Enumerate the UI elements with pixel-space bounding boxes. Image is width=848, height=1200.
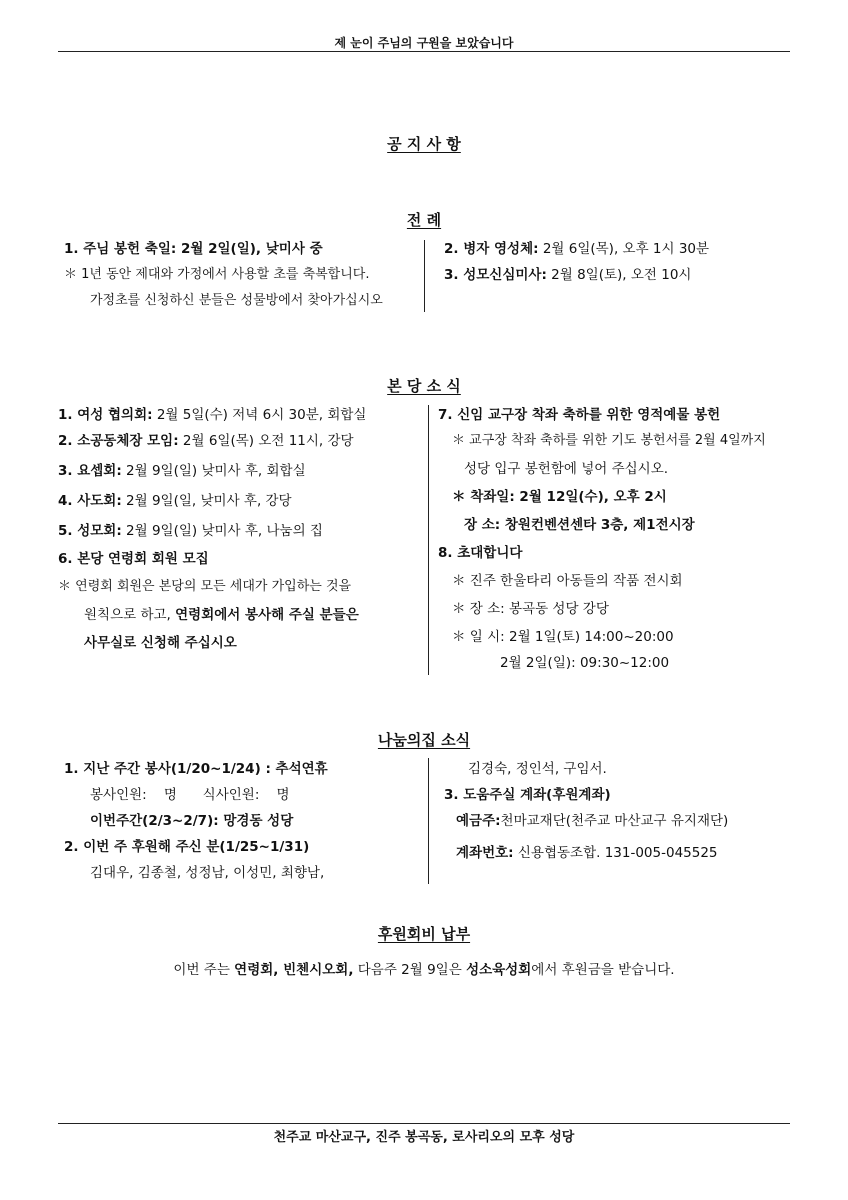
sharing-line-4: 2. 이번 주 후원해 주신 분(1/25~1/31) xyxy=(64,839,310,855)
liturgy-item-3: 3. 성모신심미사: 2월 8일(토), 오전 10시 xyxy=(444,267,692,283)
sharing-left xyxy=(64,756,328,886)
parish-item-8-note-2: ＊ 장 소: 봉곡동 성당 강당 xyxy=(452,601,609,617)
sharing-right xyxy=(444,756,728,866)
parish-item-3: 3. 요셉회: 2월 9일(일) 낮미사 후, 회합실 xyxy=(58,463,306,479)
parish-item-8-note-3: ＊ 일 시: 2월 1일(토) 14:00~20:00 xyxy=(452,629,674,645)
sharing-line-2: 봉사인원: 명 식사인원: 명 xyxy=(90,787,290,803)
parish-divider xyxy=(428,405,429,675)
parish-left xyxy=(58,402,366,656)
parish-right xyxy=(438,402,766,676)
liturgy-item-1: 1. 주님 봉헌 축일: 2월 2일(일), 낮미사 중 xyxy=(64,241,323,257)
liturgy-note-2: 가정초를 신청하신 분들은 성물방에서 찾아가십시오 xyxy=(90,293,383,308)
liturgy-note-1: ＊ 1년 동안 제대와 가정에서 사용할 초를 축복합니다. xyxy=(64,267,370,282)
parish-item-5: 5. 성모회: 2월 9일(일) 낮미사 후, 나눔의 집 xyxy=(58,523,323,539)
liturgy-right xyxy=(444,236,709,288)
sharing-r-4: 계좌번호: 신용협동조합. 131-005-045525 xyxy=(456,845,718,861)
header-rule xyxy=(58,51,790,52)
liturgy-left xyxy=(64,236,383,314)
sharing-r-3: 예금주:천마교재단(천주교 마산교구 유지재단) xyxy=(456,813,729,829)
parish-note-2: 원칙으로 하고, 연령회에서 봉사해 주실 분들은 xyxy=(84,607,359,623)
sharing-divider xyxy=(428,758,429,884)
liturgy-title: 전 례 xyxy=(406,211,442,229)
page-footer: 천주교 마산교구, 진주 봉곡동, 로사리오의 모후 성당 xyxy=(273,1130,575,1145)
parish-item-2: 2. 소공동체장 모임: 2월 6일(목) 오전 11시, 강당 xyxy=(58,433,354,449)
dues-text: 이번 주는 연령회, 빈첸시오회, 다음주 2월 9일은 성소육성회에서 후원금을 받습니다. xyxy=(173,962,675,978)
parish-note-3: 사무실로 신청해 주십시오 xyxy=(84,635,237,651)
parish-item-8: 8. 초대합니다 xyxy=(438,545,523,561)
page-title: 공 지 사 항 xyxy=(387,135,461,153)
sharing-line-1: 1. 지난 주간 봉사(1/20~1/24) : 추석연휴 xyxy=(64,761,328,777)
parish-note-1: ＊ 연령회 회원은 본당의 모든 세대가 가입하는 것을 xyxy=(58,579,352,594)
liturgy-item-2: 2. 병자 영성체: 2월 6일(목), 오후 1시 30분 xyxy=(444,241,710,257)
parish-item-7: 7. 신임 교구장 착좌 축하를 위한 영적예물 봉헌 xyxy=(438,407,721,423)
parish-item-7-note-2: 성당 입구 봉헌함에 넣어 주십시오. xyxy=(464,461,669,477)
liturgy-divider xyxy=(424,240,425,312)
sharing-line-5: 김대우, 김종철, 성정남, 이성민, 최향남, xyxy=(90,865,325,881)
sharing-title: 나눔의집 소식 xyxy=(377,731,471,749)
sharing-r-2: 3. 도움주실 계좌(후원계좌) xyxy=(444,787,611,803)
parish-item-7-note-1: ＊ 교구장 착좌 축하를 위한 기도 봉헌서를 2월 4일까지 xyxy=(452,433,766,448)
parish-item-4: 4. 사도회: 2월 9일(일, 낮미사 후, 강당 xyxy=(58,493,292,509)
parish-item-8-note-4: 2월 2일(일): 09:30~12:00 xyxy=(500,655,670,671)
parish-item-7-date: ＊ 착좌일: 2월 12일(수), 오후 2시 xyxy=(452,489,667,505)
parish-item-7-place: 장 소: 창원컨벤션센타 3층, 제1전시장 xyxy=(464,517,695,533)
sharing-line-3: 이번주간(2/3~2/7): 망경동 성당 xyxy=(90,813,294,829)
sharing-r-1: 김경숙, 정인석, 구임서. xyxy=(468,761,607,777)
dues-title: 후원회비 납부 xyxy=(377,925,471,943)
parish-title: 본 당 소 식 xyxy=(387,377,461,395)
page-header: 제 눈이 주님의 구원을 보았습니다 xyxy=(334,36,514,50)
parish-item-1: 1. 여성 협의회: 2월 5일(수) 저녁 6시 30분, 회합실 xyxy=(58,407,367,423)
parish-item-8-note-1: ＊ 진주 한울타리 아동들의 작품 전시회 xyxy=(452,573,683,589)
parish-item-6: 6. 본당 연령회 회원 모집 xyxy=(58,551,209,567)
footer-rule xyxy=(58,1123,790,1124)
